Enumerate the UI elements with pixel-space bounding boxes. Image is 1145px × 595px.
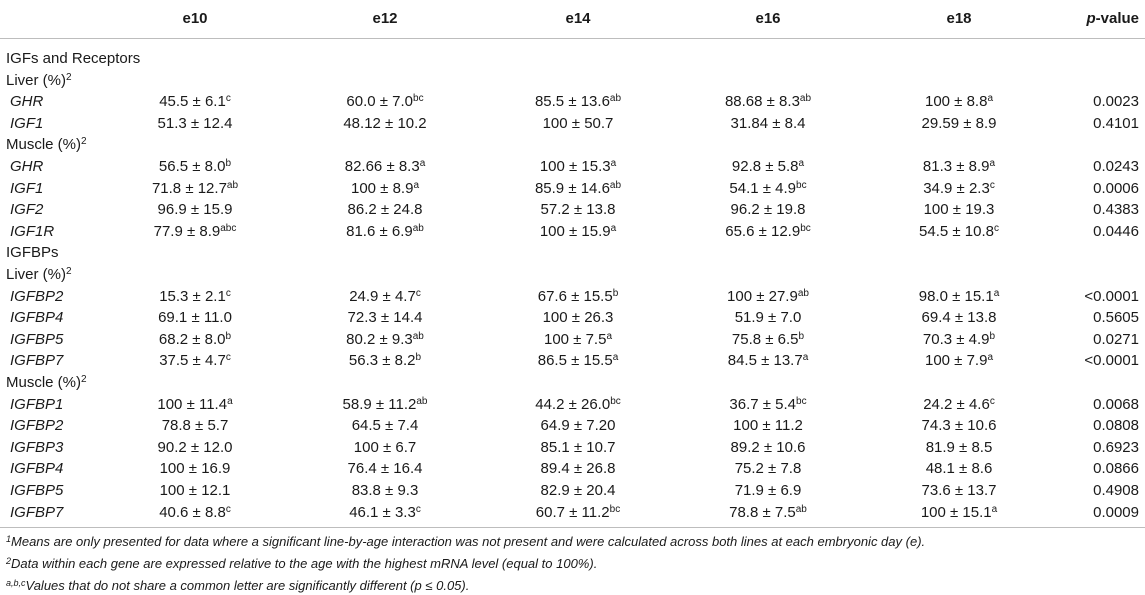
column-header-e10: e10 — [182, 10, 208, 27]
cell-value: 100 ± 6.7 — [353, 438, 417, 456]
cell-value: 68.2 ± 8.0 — [158, 330, 226, 348]
data-cell — [688, 113, 848, 135]
data-cell — [115, 156, 275, 178]
significance-letters: c — [989, 395, 995, 407]
data-cell — [498, 199, 658, 221]
cell-value: 57.2 ± 13.8 — [540, 201, 616, 219]
table-row — [0, 394, 1145, 416]
cell-value: 44.2 ± 26.0 — [535, 395, 611, 413]
data-cell — [498, 113, 658, 135]
footnote-marker: 2 — [66, 71, 72, 83]
data-cell — [879, 91, 1039, 113]
significance-letters: bc — [610, 395, 621, 407]
footnote-mark: 2 — [6, 556, 12, 567]
significance-letters: a — [989, 158, 996, 169]
table-header — [0, 0, 1145, 39]
data-cell — [115, 350, 275, 372]
cell-value: 89.2 ± 10.6 — [730, 438, 806, 456]
column-header-e16: e16 — [755, 10, 781, 27]
data-cell — [688, 178, 848, 200]
cell-value: 71.8 ± 12.7 — [151, 179, 227, 197]
cell-value: 100 ± 8.9 — [350, 179, 414, 197]
table-row — [0, 329, 1145, 351]
table-footer — [0, 527, 1145, 595]
data-cell — [879, 156, 1039, 178]
cell-value: 86.2 ± 24.8 — [347, 201, 423, 219]
tissue-heading-row — [0, 372, 1145, 394]
p-letter: p — [1086, 10, 1096, 27]
tissue-label-text: Muscle (%) — [6, 136, 82, 154]
cell-value: 75.8 ± 6.5 — [731, 330, 799, 348]
cell-value: 90.2 ± 12.0 — [157, 438, 233, 456]
data-cell — [305, 394, 465, 416]
significance-letters: c — [225, 503, 231, 515]
significance-letters: c — [225, 287, 231, 299]
cell-value: 96.9 ± 15.9 — [157, 201, 233, 219]
significance-letters: a — [993, 287, 1000, 299]
data-cell — [115, 91, 275, 113]
cell-value: 98.0 ± 15.1 — [918, 287, 994, 305]
footnote — [6, 534, 925, 549]
p-value-cell: 0.4383 — [1093, 201, 1139, 219]
footnote-text: Values that do not share a common letter are significantly different (p ≤ 0.05). — [25, 578, 470, 594]
table-row — [0, 415, 1145, 437]
significance-letters: c — [989, 179, 995, 191]
cell-value: 24.9 ± 4.7 — [349, 287, 416, 305]
significance-letters: a — [610, 222, 617, 234]
gene-name: IGFBP7 — [10, 352, 64, 370]
significance-letters: b — [225, 158, 232, 169]
footnote-mark: a,b,c — [6, 578, 26, 589]
cell-value: 51.3 ± 12.4 — [157, 114, 233, 132]
tissue-heading-row — [0, 134, 1145, 156]
cell-value: 29.59 ± 8.9 — [921, 114, 997, 132]
data-cell — [305, 156, 465, 178]
data-cell — [688, 286, 848, 308]
gene-name: IGFBP5 — [10, 482, 64, 499]
cell-value: 70.3 ± 4.9 — [922, 330, 990, 348]
cell-value: 100 ± 15.1 — [920, 503, 992, 521]
cell-value: 64.5 ± 7.4 — [351, 417, 419, 435]
tissue-heading-row — [0, 70, 1145, 92]
cell-value: 81.9 ± 8.5 — [925, 438, 993, 456]
cell-value: 60.0 ± 7.0 — [346, 93, 414, 111]
cell-value: 84.5 ± 13.7 — [727, 352, 803, 370]
cell-value: 100 ± 7.5 — [543, 330, 607, 348]
data-cell — [115, 437, 275, 459]
significance-letters: ab — [416, 395, 428, 407]
gene-name: IGF2 — [10, 201, 44, 219]
cell-value: 85.1 ± 10.7 — [540, 438, 616, 456]
gene-name: IGF1 — [10, 179, 44, 197]
data-cell — [879, 394, 1039, 416]
data-cell — [305, 458, 465, 480]
data-cell — [305, 415, 465, 437]
table-row — [0, 307, 1145, 329]
p-value-cell: 0.0271 — [1093, 330, 1139, 348]
data-cell — [879, 199, 1039, 221]
data-cell — [879, 221, 1039, 243]
cell-value: 76.4 ± 16.4 — [347, 460, 423, 478]
cell-value: 100 ± 50.7 — [542, 114, 614, 132]
data-cell — [879, 458, 1039, 480]
table-row — [0, 480, 1145, 502]
cell-value: 89.4 ± 26.8 — [540, 460, 616, 478]
p-value-cell: 0.4908 — [1093, 482, 1139, 499]
gene-name: IGF1R — [10, 222, 55, 240]
p-value-cell: 0.0866 — [1093, 460, 1139, 478]
data-cell — [688, 458, 848, 480]
table-row — [0, 286, 1145, 308]
cell-value: 100 ± 27.9 — [727, 287, 798, 305]
p-value-cell: 0.0068 — [1093, 395, 1139, 413]
data-cell — [879, 329, 1039, 351]
significance-letters: a — [419, 158, 426, 169]
cell-value: 100 ± 12.1 — [159, 482, 231, 499]
cell-value: 78.8 ± 7.5 — [729, 503, 796, 521]
significance-letters: b — [415, 352, 422, 364]
cell-value: 100 ± 26.3 — [542, 309, 614, 327]
section-heading-row — [0, 242, 1145, 264]
cell-value: 46.1 ± 3.3 — [349, 503, 416, 521]
table-row — [0, 178, 1145, 200]
data-cell — [688, 307, 848, 329]
cell-value: 56.3 ± 8.2 — [348, 352, 416, 370]
cell-value: 100 ± 15.9 — [539, 222, 611, 240]
tissue-label — [6, 134, 87, 156]
cell-value: 65.6 ± 12.9 — [725, 222, 801, 240]
data-cell — [688, 329, 848, 351]
data-cell — [115, 458, 275, 480]
significance-letters: a — [612, 352, 619, 364]
data-cell — [688, 415, 848, 437]
gene-name: IGFBP2 — [10, 417, 64, 435]
cell-value: 73.6 ± 13.7 — [921, 482, 997, 499]
tissue-label — [6, 70, 72, 92]
data-cell — [115, 329, 275, 351]
gene-name: IGFBP4 — [10, 309, 64, 327]
table-row — [0, 91, 1145, 113]
cell-value: 100 ± 11.2 — [733, 417, 803, 435]
data-cell — [879, 178, 1039, 200]
data-cell — [498, 91, 658, 113]
data-cell — [498, 307, 658, 329]
tissue-label — [6, 264, 72, 286]
cell-value: 78.8 ± 5.7 — [161, 417, 229, 435]
footnote-marker: 2 — [81, 136, 87, 148]
p-value-cell: 0.0009 — [1093, 503, 1139, 521]
gene-name: IGFBP3 — [10, 438, 64, 456]
cell-value: 71.9 ± 6.9 — [734, 482, 802, 499]
footnote-text: Means are only presented for data where a significant line-by-age interaction was not present and were calculated across both lines at each embryonic day (e). — [11, 534, 926, 550]
p-value-cell: <0.0001 — [1084, 352, 1139, 370]
significance-letters: ab — [609, 93, 622, 105]
p-value-cell: 0.0006 — [1093, 179, 1139, 197]
significance-letters: ab — [799, 93, 812, 105]
data-cell — [879, 502, 1039, 524]
data-cell — [688, 199, 848, 221]
data-cell — [498, 221, 658, 243]
significance-letters: ab — [412, 330, 424, 342]
column-header-e14: e14 — [565, 10, 591, 27]
data-cell — [688, 502, 848, 524]
tissue-label-text: Muscle (%) — [6, 374, 82, 391]
p-value-cell: 0.0446 — [1093, 222, 1139, 240]
data-cell — [498, 329, 658, 351]
table-row — [0, 502, 1145, 524]
significance-letters: a — [987, 352, 993, 364]
significance-letters: bc — [609, 503, 621, 515]
significance-letters: c — [993, 222, 999, 234]
table-row — [0, 113, 1145, 135]
significance-letters: ab — [795, 503, 807, 515]
significance-letters: a — [991, 503, 998, 515]
cell-value: 100 ± 7.9 — [924, 352, 988, 370]
p-value-cell: 0.0023 — [1093, 93, 1139, 111]
data-cell — [688, 480, 848, 502]
table-row — [0, 156, 1145, 178]
data-cell — [305, 307, 465, 329]
data-cell — [115, 286, 275, 308]
cell-value: 81.6 ± 6.9 — [346, 222, 413, 240]
data-cell — [688, 350, 848, 372]
significance-letters: a — [798, 158, 805, 169]
significance-letters: b — [225, 330, 232, 342]
data-cell — [688, 156, 848, 178]
cell-value: 67.6 ± 15.5 — [537, 287, 613, 305]
significance-letters: b — [612, 287, 619, 299]
data-cell — [305, 437, 465, 459]
significance-letters: c — [225, 352, 231, 364]
data-cell — [498, 394, 658, 416]
cell-value: 77.9 ± 8.9 — [153, 222, 221, 240]
data-cell — [305, 329, 465, 351]
significance-letters: bc — [796, 179, 807, 191]
data-cell — [305, 502, 465, 524]
table-row — [0, 350, 1145, 372]
cell-value: 75.2 ± 7.8 — [734, 460, 802, 478]
footnote-marker: 2 — [66, 266, 72, 277]
cell-value: 72.3 ± 14.4 — [347, 309, 423, 327]
cell-value: 15.3 ± 2.1 — [159, 287, 226, 305]
data-cell — [305, 178, 465, 200]
section-heading-row — [0, 48, 1145, 70]
significance-letters: a — [227, 395, 233, 407]
p-value-cell: 0.4101 — [1093, 114, 1139, 132]
footnote-marker: 2 — [81, 374, 87, 385]
cell-value: 34.9 ± 2.3 — [923, 179, 990, 197]
cell-value: 85.9 ± 14.6 — [534, 179, 610, 197]
data-cell — [305, 286, 465, 308]
gene-name: GHR — [10, 158, 44, 175]
gene-name: IGFBP5 — [10, 330, 64, 348]
data-cell — [688, 91, 848, 113]
significance-letters: ab — [226, 179, 239, 191]
data-cell — [305, 91, 465, 113]
cell-value: 64.9 ± 7.20 — [540, 417, 616, 435]
footnote-mark: 1 — [6, 534, 12, 545]
cell-value: 100 ± 15.3 — [539, 158, 611, 175]
data-cell — [688, 394, 848, 416]
cell-value: 36.7 ± 5.4 — [729, 395, 797, 413]
significance-letters: b — [989, 330, 996, 342]
cell-value: 96.2 ± 19.8 — [730, 201, 806, 219]
gene-name: IGF1 — [10, 114, 44, 132]
cell-value: 69.1 ± 11.0 — [158, 309, 232, 327]
tissue-label-text: Liver (%) — [6, 71, 67, 89]
data-cell — [879, 307, 1039, 329]
tissue-label — [6, 372, 87, 394]
gene-name: GHR — [10, 93, 44, 111]
significance-letters: b — [798, 330, 805, 342]
data-cell — [115, 502, 275, 524]
significance-letters: bc — [800, 222, 811, 234]
cell-value: 100 ± 16.9 — [159, 460, 231, 478]
column-header-p-value — [1086, 10, 1139, 27]
tissue-label-text: Liver (%) — [6, 266, 67, 283]
significance-letters: bc — [413, 93, 424, 105]
p-value-cell: 0.0808 — [1093, 417, 1139, 435]
cell-value: 88.68 ± 8.3 — [724, 93, 800, 111]
cell-value: 48.12 ± 10.2 — [343, 114, 427, 132]
data-cell — [305, 113, 465, 135]
data-cell — [688, 437, 848, 459]
data-cell — [115, 307, 275, 329]
cell-value: 100 ± 19.3 — [923, 201, 995, 219]
data-cell — [498, 156, 658, 178]
p-value-cell: 0.6923 — [1093, 438, 1139, 456]
significance-letters: c — [415, 503, 421, 515]
data-cell — [305, 480, 465, 502]
column-header-e12: e12 — [372, 10, 398, 27]
data-cell — [498, 286, 658, 308]
cell-value: 48.1 ± 8.6 — [925, 460, 993, 478]
significance-letters: a — [802, 352, 809, 364]
data-cell — [115, 199, 275, 221]
data-cell — [305, 221, 465, 243]
cell-value: 24.2 ± 4.6 — [923, 395, 990, 413]
cell-value: 74.3 ± 10.6 — [921, 417, 997, 435]
cell-value: 60.7 ± 11.2 — [535, 503, 610, 521]
significance-letters: ab — [609, 179, 622, 191]
significance-letters: a — [413, 179, 419, 191]
cell-value: 92.8 ± 5.8 — [731, 158, 799, 175]
data-cell — [498, 178, 658, 200]
significance-letters: ab — [412, 222, 424, 234]
cell-value: 85.5 ± 13.6 — [534, 93, 610, 111]
cell-value: 100 ± 8.8 — [924, 93, 988, 111]
significance-letters: ab — [797, 287, 809, 299]
data-cell — [879, 415, 1039, 437]
cell-value: 54.5 ± 10.8 — [919, 222, 994, 240]
cell-value: 37.5 ± 4.7 — [159, 352, 226, 370]
cell-value: 86.5 ± 15.5 — [537, 352, 613, 370]
significance-letters: a — [987, 93, 993, 105]
footnote — [6, 578, 469, 593]
footnote-text: Data within each gene are expressed relative to the age with the highest mRNA level (equal to 100%). — [11, 556, 598, 572]
data-cell — [688, 221, 848, 243]
table-row — [0, 458, 1145, 480]
cell-value: 69.4 ± 13.8 — [921, 309, 997, 327]
data-cell — [498, 458, 658, 480]
data-cell — [305, 199, 465, 221]
significance-letters: abc — [220, 222, 237, 234]
data-cell — [879, 437, 1039, 459]
significance-letters: a — [606, 330, 612, 342]
data-cell — [498, 480, 658, 502]
p-value-cell: 0.5605 — [1093, 309, 1139, 327]
cell-value: 81.3 ± 8.9 — [922, 158, 990, 175]
data-cell — [498, 437, 658, 459]
cell-value: 51.9 ± 7.0 — [734, 309, 802, 327]
table-row — [0, 199, 1145, 221]
gene-name: IGFBP2 — [10, 287, 64, 305]
cell-value: 54.1 ± 4.9 — [729, 179, 797, 197]
data-cell — [115, 394, 275, 416]
significance-letters: c — [225, 93, 231, 105]
cell-value: 40.6 ± 8.8 — [159, 503, 226, 521]
table-row — [0, 221, 1145, 243]
cell-value: 83.8 ± 9.3 — [351, 482, 419, 499]
data-cell — [498, 350, 658, 372]
data-cell — [115, 178, 275, 200]
cell-value: 82.9 ± 20.4 — [540, 482, 616, 499]
significance-letters: bc — [796, 395, 807, 407]
p-value-cell: <0.0001 — [1084, 287, 1139, 305]
cell-value: 82.66 ± 8.3 — [344, 158, 420, 175]
section-label: IGFBPs — [6, 244, 59, 262]
data-cell — [879, 286, 1039, 308]
data-cell — [879, 480, 1039, 502]
gene-name: IGFBP7 — [10, 503, 64, 521]
p-value-cell: 0.0243 — [1093, 158, 1139, 175]
cell-value: 45.5 ± 6.1 — [159, 93, 226, 111]
data-cell — [879, 113, 1039, 135]
data-cell — [115, 113, 275, 135]
cell-value: 31.84 ± 8.4 — [730, 114, 806, 132]
cell-value: 58.9 ± 11.2 — [342, 395, 417, 413]
gene-name: IGFBP4 — [10, 460, 64, 478]
footnote — [6, 556, 597, 571]
p-suffix: -value — [1095, 10, 1139, 27]
tissue-heading-row — [0, 264, 1145, 286]
data-cell — [498, 415, 658, 437]
data-cell — [879, 350, 1039, 372]
significance-letters: a — [610, 158, 617, 169]
gene-name: IGFBP1 — [10, 395, 64, 413]
data-cell — [498, 502, 658, 524]
data-cell — [115, 415, 275, 437]
cell-value: 100 ± 11.4 — [157, 395, 228, 413]
column-header-e18: e18 — [946, 10, 972, 27]
cell-value: 80.2 ± 9.3 — [346, 330, 413, 348]
significance-letters: c — [415, 287, 421, 299]
data-cell — [115, 480, 275, 502]
data-cell — [115, 221, 275, 243]
section-label: IGFs and Receptors — [6, 50, 141, 67]
data-cell — [305, 350, 465, 372]
table-row — [0, 437, 1145, 459]
cell-value: 56.5 ± 8.0 — [158, 158, 226, 175]
